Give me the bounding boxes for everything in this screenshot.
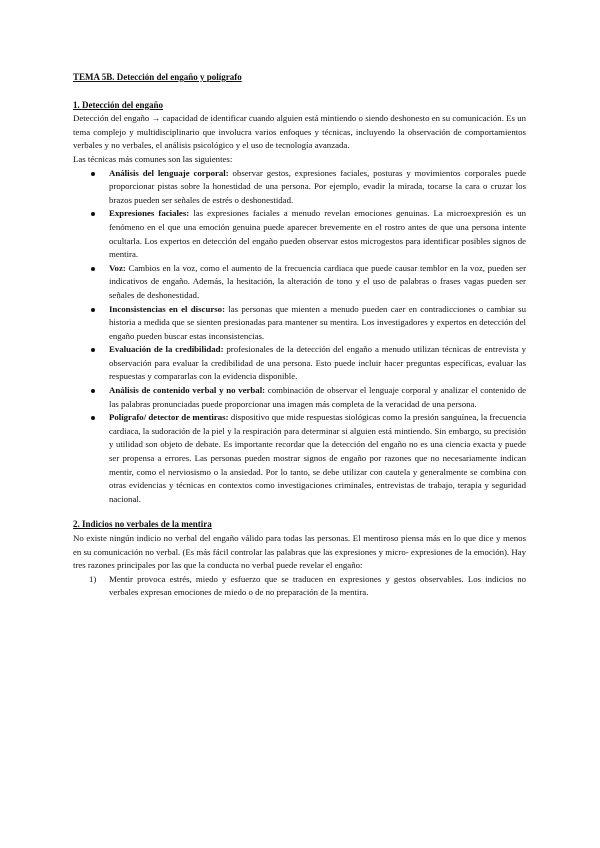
item-text: combinación de observar el lenguaje corporal y analizar el contenido de las palabras pronunciadas puede proporcionar una imagen más completa de la veracidad de una persona. xyxy=(109,385,526,409)
list-item xyxy=(73,384,526,411)
list-item xyxy=(73,303,526,344)
bullet-icon xyxy=(91,416,95,420)
item-term: Análisis del lenguaje corporal: xyxy=(109,167,229,178)
list-item xyxy=(73,167,526,208)
item-text: las personas que mienten a menudo pueden caer en contradicciones o cambiar su historia a medida que se sienten presionadas para mantener su mentira. Los investigadores y expertos en detección del engaño pueden buscar estas inconsistencias. xyxy=(109,303,526,341)
bullet-icon xyxy=(91,172,95,176)
list-item xyxy=(73,573,526,600)
item-text: Cambios en la voz, como el aumento de la frecuencia cardiaca que puede causar temblor en la voz, pueden ser indicativos de engaño. Además, la hesitación, la alteración de tono y el uso de palabras o frases vagas pueden ser señales de deshonestidad. xyxy=(109,262,526,300)
item-text: Mentir provoca estrés, miedo y esfuerzo que se traducen en expresiones y gestos observables. Los indicios no verbales expresan emociones de miedo o de no preparación de la mentira. xyxy=(109,573,526,598)
bullet-icon xyxy=(91,212,95,216)
document-title: TEMA 5B. Detección del engaño y polígrafo xyxy=(73,72,242,82)
item-term: Expresiones faciales: xyxy=(109,208,190,219)
item-term: Voz: xyxy=(109,262,126,273)
section-spacer xyxy=(73,506,526,518)
bullet-icon xyxy=(91,267,95,271)
item-term: Polígrafo/ detector de mentiras: xyxy=(109,412,229,423)
techniques-list xyxy=(73,167,526,507)
item-text: profesionales de la detección del engaño a menudo utilizan técnicas de entrevista y observación para evaluar la credibilidad de una persona. Esto puede incluir hacer preguntas específicas, evaluar las respuestas y compararlas con la evidencia disponible. xyxy=(109,344,526,382)
list-item xyxy=(73,262,526,303)
reasons-list xyxy=(73,573,526,600)
list-item xyxy=(73,411,526,506)
list-item xyxy=(73,343,526,384)
bullet-icon xyxy=(91,348,95,352)
item-text: dispositivo que mide respuestas siológicas como la presión sanguínea, la frecuencia cardiaca, la sudoración de la piel y la respiración para determinar si alguien está mintiendo. Sin embargo, su precisión y utilidad son objeto de debate. Es importante recordar que la detección del engaño no es una ciencia exacta y puede ser propensa a errores. Las personas pueden mostrar signos de engaño por razones que no necesariamente indican mentir, como el nerviosismo o la ansiedad. Por lo tanto, se debe utilizar con cautela y generalmente se combina con otras evidencias y técnicas en contextos como investigaciones criminales, entrevistas de trabajo, terapia y seguridad nacional. xyxy=(109,412,526,504)
document-content xyxy=(73,71,526,600)
section-1-heading: 1. Detección del engaño xyxy=(73,99,163,110)
list-item xyxy=(73,207,526,261)
section-2-heading: 2. Indicios no verbales de la mentira xyxy=(73,519,212,530)
bullet-icon xyxy=(91,389,95,393)
item-number: 1) xyxy=(89,573,97,584)
item-term: Análisis de contenido verbal y no verbal: xyxy=(109,385,266,396)
bullet-icon xyxy=(91,308,95,312)
item-text: observar gestos, expresiones faciales, posturas y movimientos corporales puede proporcionar pistas sobre la honestidad de una persona. Por ejemplo, evadir la mirada, tocarse la cara o cruzar los brazos pueden ser señales de estrés o deshonestidad. xyxy=(109,167,527,205)
item-text: las expresiones faciales a menudo revelan emociones genuinas. La microexpresión es un fenómeno en el que una emoción genuina puede aparecer brevemente en el rostro antes de que una persona intente ocultarla. Los expertos en detección del engaño pueden observar estos microgestos para identificar posibles signos de mentira. xyxy=(109,208,526,260)
item-term: Evaluación de la credibilidad: xyxy=(109,344,224,355)
item-term: Inconsistencias en el discurso: xyxy=(109,303,225,314)
section-1-intro: Detección del engaño → capacidad de identificar cuando alguien está mintiendo o siendo deshonesto en su comunicación. Es un tema complejo y multidisciplinario que involucra varios enfoques y técnicas, incluyendo la observación de comportamientos verbales y no verbales, el análisis psicológico y el uso de tecnología avanzada. xyxy=(73,113,526,151)
section-2-intro: No existe ningún indicio no verbal del engaño válido para todas las personas. El mentiroso piensa más en lo que dice y menos en su comunicación no verbal. (Es más fácil controlar las palabras que las expresiones y micro- expresiones de la emoción). Hay tres razones principales por las que la conducta no verbal puede revelar el engaño: xyxy=(73,533,526,571)
section-1-lead: Las técnicas más comunes son las siguientes: xyxy=(73,153,233,164)
